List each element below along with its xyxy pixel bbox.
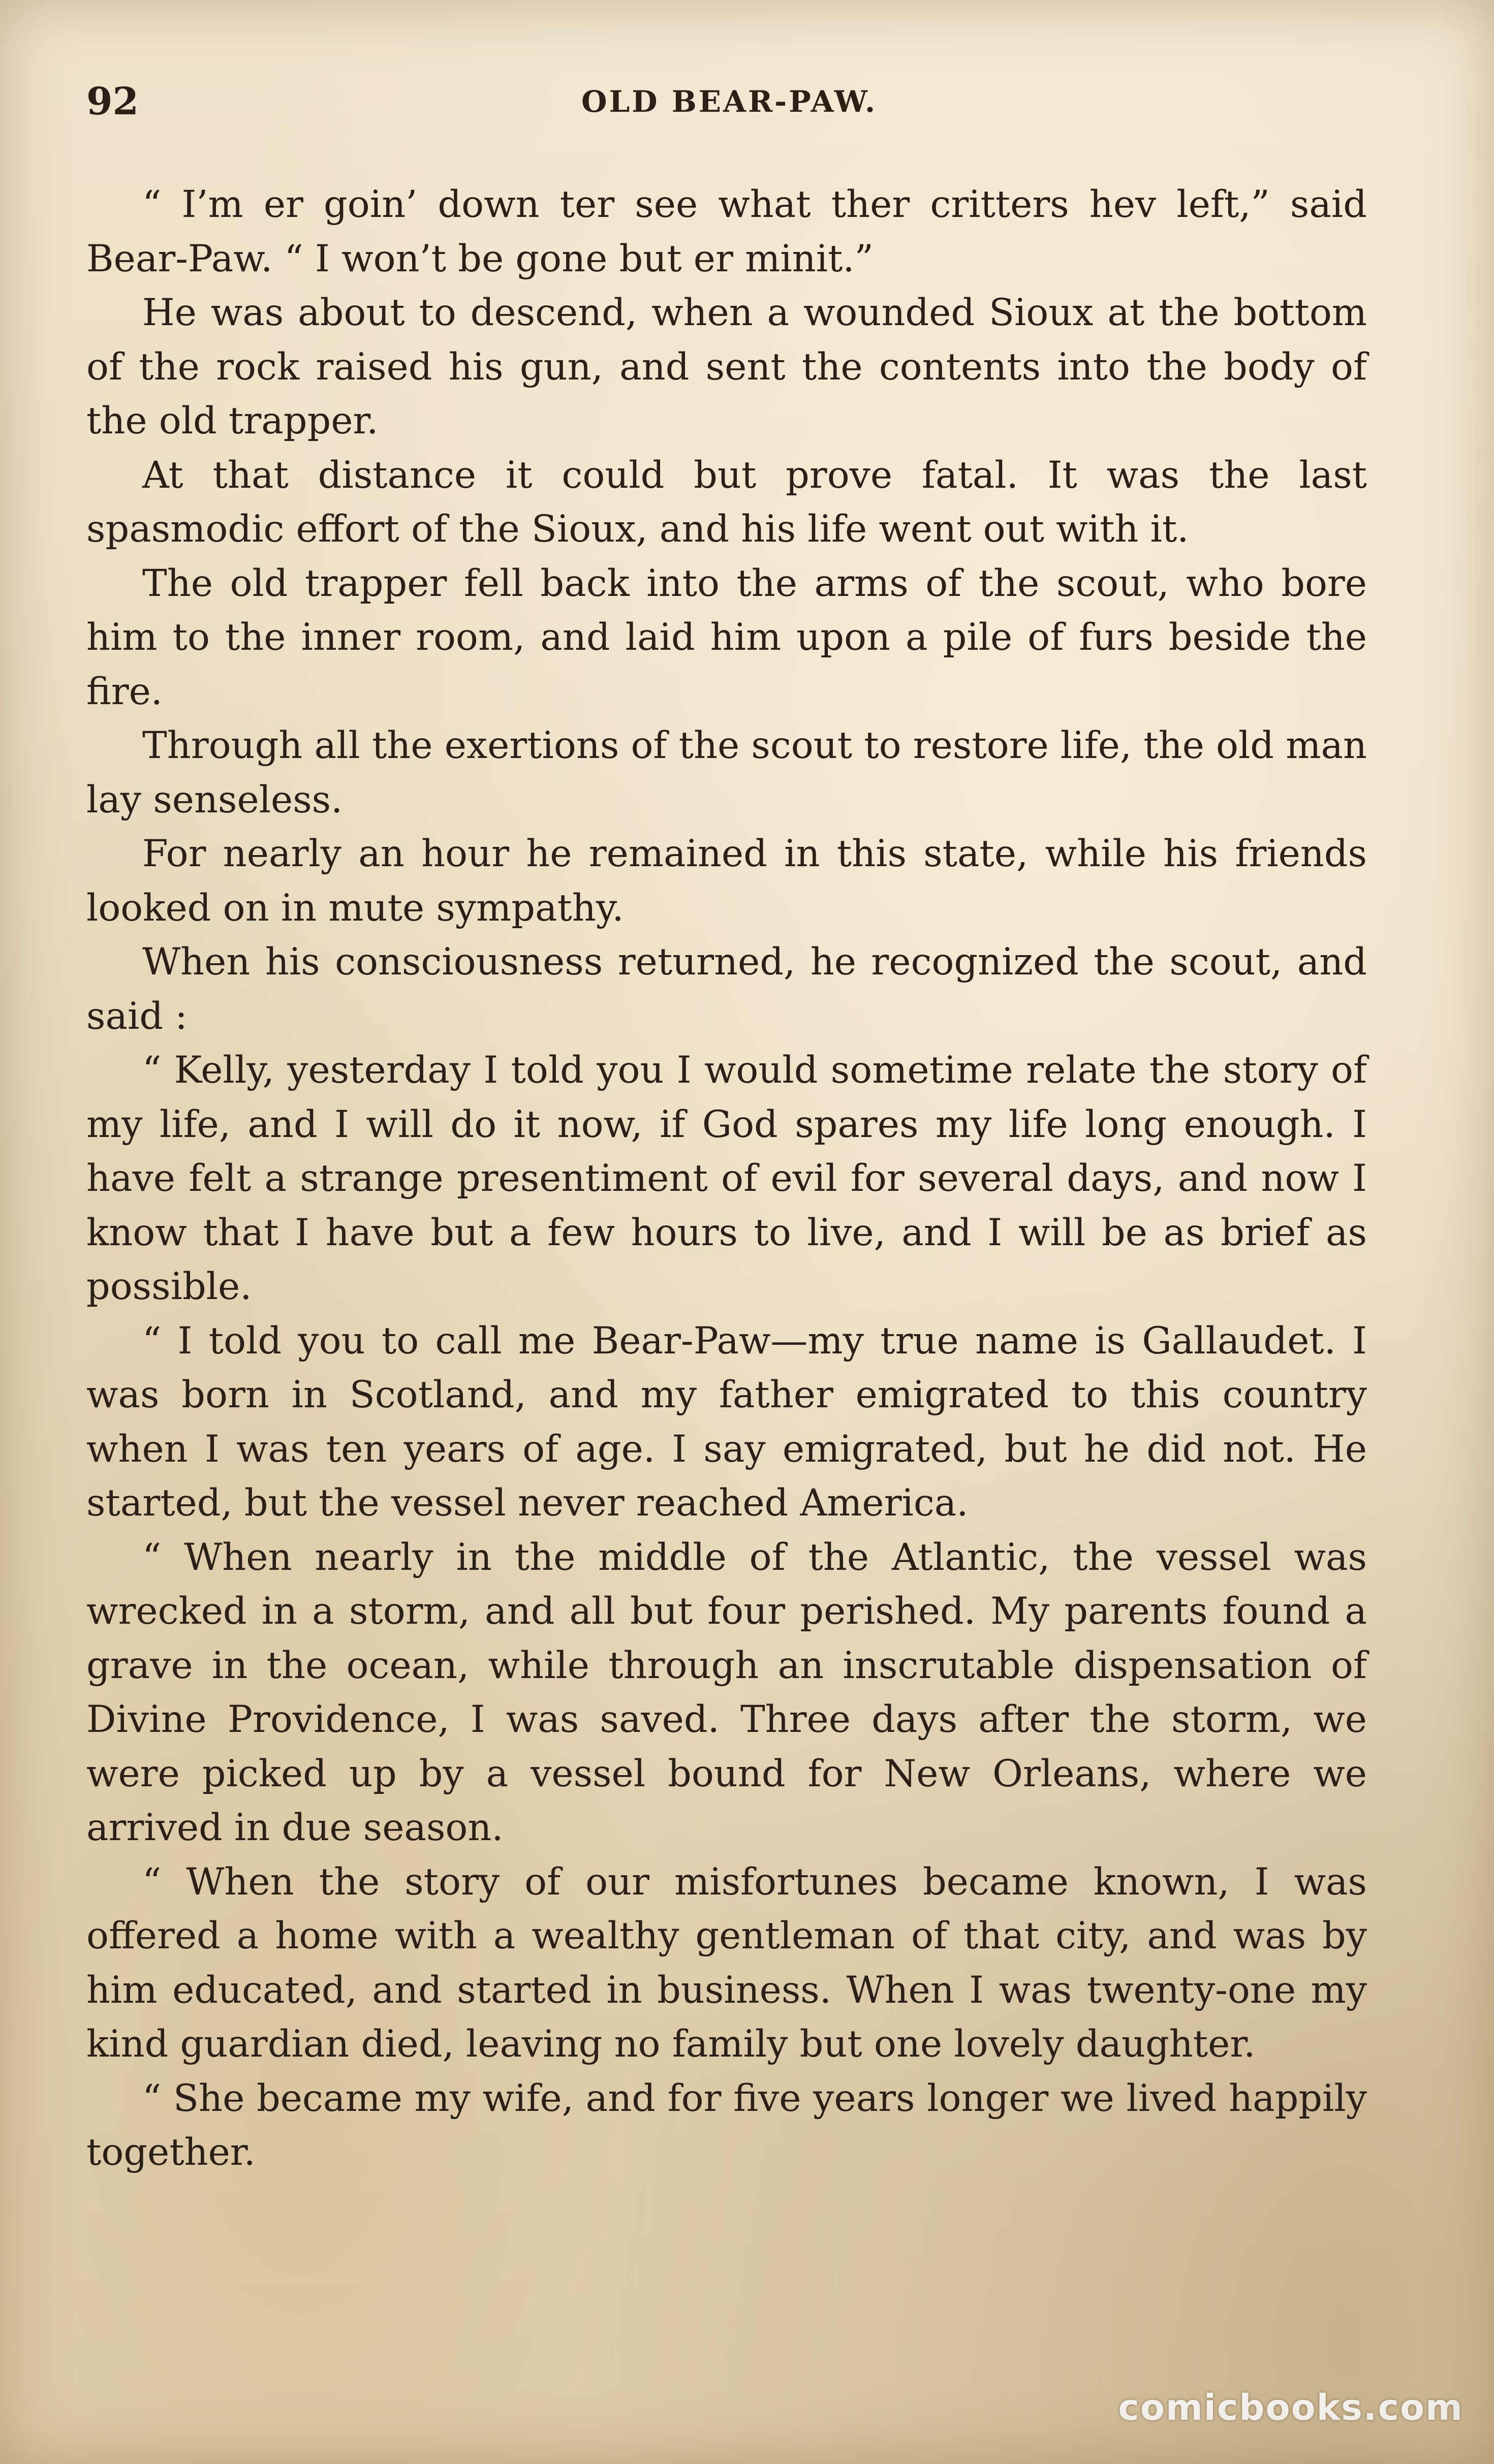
paragraph: When his consciousness returned, he recognized the scout, and said : (86, 940, 1367, 1038)
paragraph: “ When nearly in the middle of the Atlantic, the vessel was wrecked in a storm, and all but four perished. My parents found a grave in the ocean, while through an inscrutable dispensation of Divine Providence, I was saved. Three days after the storm, we were picked up by a vessel bound for New Orleans, where we arrived in due season. (86, 1535, 1367, 1849)
paragraph: “ When the story of our misfortunes became known, I was offered a home with a wealthy gentleman of that city, and was by him educated, and started in business. When I was twenty-one my kind guardian died, leaving no family but one lovely daughter. (86, 1860, 1367, 2066)
paragraph: At that distance it could but prove fatal. It was the last spasmodic effort of the Sioux, and his life went out with it. (86, 453, 1367, 551)
paragraph: He was about to descend, when a wounded Sioux at the bottom of the rock raised his gun, and sent the contents into the body of the old trapper. (86, 291, 1367, 443)
paragraph: “ I’m er goin’ down ter see what ther critters hev left,” said Bear-Paw. “ I won’t be gone but er minit.” (86, 183, 1367, 280)
running-title: OLD BEAR-PAW. (581, 84, 878, 119)
paragraph: The old trapper fell back into the arms of the scout, who bore him to the inner room, and laid him upon a pile of furs beside the fire. (86, 561, 1367, 713)
paragraph: For nearly an hour he remained in this state, while his friends looked on in mute sympathy. (86, 832, 1367, 930)
paragraph: “ She became my wife, and for five years longer we lived happily together. (86, 2076, 1367, 2174)
body-text (86, 178, 1367, 2180)
watermark: comicbooks.com (1118, 2387, 1464, 2428)
paragraph: “ Kelly, yesterday I told you I would sometime relate the story of my life, and I will do it now, if God spares my life long enough. I have felt a strange presentiment of evil for several days, and now I know that I have but a few hours to live, and I will be as brief as possible. (86, 1049, 1367, 1308)
paragraph: “ I told you to call me Bear-Paw—my true name is Gallaudet. I was born in Scotland, and my father emigrated to this country when I was ten years of age. I say emigrated, but he did not. He started, but the vessel never reached America. (86, 1319, 1367, 1525)
paragraph: Through all the exertions of the scout to restore life, the old man lay senseless. (86, 724, 1367, 822)
page-header (86, 76, 1372, 127)
page-number: 92 (86, 80, 139, 123)
